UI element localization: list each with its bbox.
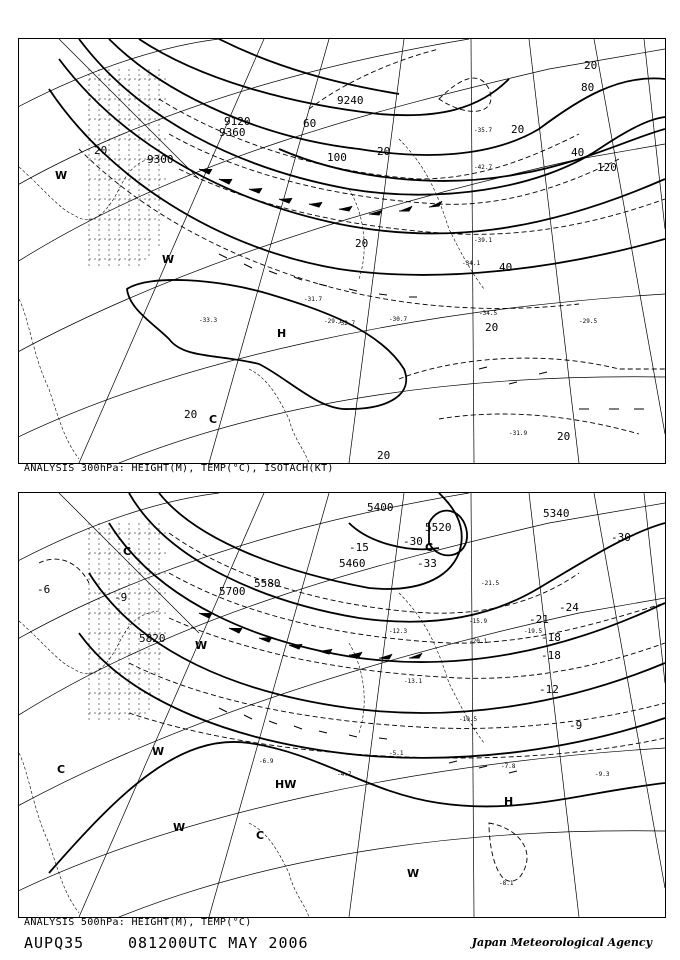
temp-value: -6.9 bbox=[259, 758, 274, 765]
warm-symbol: W bbox=[173, 821, 186, 834]
temp-value: -7.8 bbox=[501, 763, 516, 770]
temp-value: -10.5 bbox=[459, 716, 478, 723]
high-pressure-symbol: H bbox=[277, 327, 287, 340]
panel-caption-500hpa: ANALYSIS 500hPa: HEIGHT(M), TEMP(°C) bbox=[24, 917, 252, 928]
temp-value: -34.1 bbox=[462, 260, 481, 267]
isotherm-label: -18 bbox=[541, 649, 561, 662]
map-300hpa-svg bbox=[19, 39, 665, 463]
height-label: 5700 bbox=[219, 585, 246, 598]
height-label: 5340 bbox=[543, 507, 570, 520]
height-label: 5820 bbox=[139, 632, 166, 645]
temp-value: -32.7 bbox=[337, 320, 356, 327]
temp-value: -42.7 bbox=[474, 164, 493, 171]
coastline-300 bbox=[19, 139, 484, 463]
isotach-label: 60 bbox=[303, 117, 317, 130]
temp-value: -9.3 bbox=[595, 771, 610, 778]
map-panel-300hpa bbox=[18, 38, 666, 464]
temp-value: -33.3 bbox=[199, 317, 218, 324]
cold-symbol: C bbox=[123, 545, 132, 558]
warm-symbol: W bbox=[55, 169, 68, 182]
temp-value: -39.1 bbox=[474, 237, 493, 244]
warm-symbol: W bbox=[195, 639, 208, 652]
warm-symbol: W bbox=[162, 253, 175, 266]
isotach-label: 20 bbox=[184, 408, 198, 421]
isotach-label: 40 bbox=[571, 146, 585, 159]
high-warm-symbol: HW bbox=[275, 778, 297, 791]
height-label: 5460 bbox=[339, 557, 366, 570]
temp-value: -13.1 bbox=[404, 678, 423, 685]
isotherm-label: -15 bbox=[349, 541, 369, 554]
warm-symbol: W bbox=[152, 745, 165, 758]
cold-symbol: C bbox=[425, 541, 434, 554]
height-label: 5400 bbox=[367, 501, 394, 514]
temp-value: -29.5 bbox=[579, 318, 598, 325]
cold-symbol: C bbox=[57, 763, 66, 776]
isotach-label: 80 bbox=[581, 81, 595, 94]
wind-barbs-500 bbox=[199, 613, 517, 773]
temp-value: -34.5 bbox=[479, 310, 498, 317]
panel-caption-300hpa: ANALYSIS 300hPa: HEIGHT(M), TEMP(°C), ISOTACH(KT) bbox=[24, 463, 334, 474]
isotherm-label: -9 bbox=[114, 591, 128, 604]
isotach-label: 20 bbox=[485, 321, 499, 334]
isotach-label: 20 bbox=[355, 237, 369, 250]
map-500hpa-svg bbox=[19, 493, 665, 917]
temp-value: -4.7 bbox=[337, 771, 352, 778]
isotherm-label: -30 bbox=[403, 535, 423, 548]
isotherm-label: -6 bbox=[37, 583, 51, 596]
temp-value: -19.5 bbox=[524, 628, 543, 635]
isotach-label: 40 bbox=[499, 261, 513, 274]
height-label: 9360 bbox=[219, 126, 246, 139]
temp-value: -5.1 bbox=[389, 750, 404, 757]
isotach-label: 20 bbox=[557, 430, 571, 443]
height-label: 5520 bbox=[425, 521, 452, 534]
isotach-label: 20 bbox=[511, 123, 525, 136]
isotach-label: 20 bbox=[94, 144, 108, 157]
temp-value: -21.5 bbox=[481, 580, 500, 587]
temp-value: -15.9 bbox=[469, 618, 488, 625]
temp-value: -20.1 bbox=[469, 638, 488, 645]
high-pressure-symbol: H bbox=[504, 795, 514, 808]
chart-id: AUPQ35 bbox=[24, 934, 85, 952]
height-label: 9300 bbox=[147, 153, 174, 166]
isotach-label: 120 bbox=[597, 161, 617, 174]
isotherm-label: -9 bbox=[569, 719, 583, 732]
temp-value: -35.7 bbox=[474, 127, 493, 134]
temp-labels-300 bbox=[199, 127, 597, 437]
isotherm-label: -24 bbox=[559, 601, 579, 614]
terrain-grid-300 bbox=[89, 69, 169, 269]
wind-barbs-300 bbox=[199, 169, 644, 409]
height-label: 9120 bbox=[224, 115, 251, 128]
height-label: 5580 bbox=[254, 577, 281, 590]
isotachs-300 bbox=[79, 49, 665, 434]
cold-symbol: C bbox=[209, 413, 218, 426]
temp-value: -31.9 bbox=[509, 430, 528, 437]
isotherm-label: -18 bbox=[541, 631, 561, 644]
height-label: 9240 bbox=[337, 94, 364, 107]
temp-value: -29.1 bbox=[324, 318, 343, 325]
isotach-label: 20 bbox=[377, 449, 391, 462]
isotherm-label: -21 bbox=[529, 613, 549, 626]
valid-time: 081200UTC MAY 2006 bbox=[128, 934, 309, 952]
temp-value: -12.3 bbox=[389, 628, 408, 635]
temp-value: -30.7 bbox=[389, 316, 408, 323]
cold-symbol: C bbox=[256, 829, 265, 842]
temp-value: -8.1 bbox=[499, 880, 514, 887]
isotherm-label: -30 bbox=[611, 531, 631, 544]
isotach-label: 20 bbox=[584, 59, 598, 72]
isotherm-label: -33 bbox=[417, 557, 437, 570]
agency-name: Japan Meteorological Agency bbox=[471, 936, 652, 949]
warm-symbol: W bbox=[407, 867, 420, 880]
temp-value: -31.7 bbox=[304, 296, 323, 303]
map-panel-500hpa bbox=[18, 492, 666, 918]
isotach-label: 100 bbox=[327, 151, 347, 164]
isotach-label: 20 bbox=[377, 145, 391, 158]
symbols-300 bbox=[55, 169, 286, 426]
isotherm-label: -12 bbox=[539, 683, 559, 696]
